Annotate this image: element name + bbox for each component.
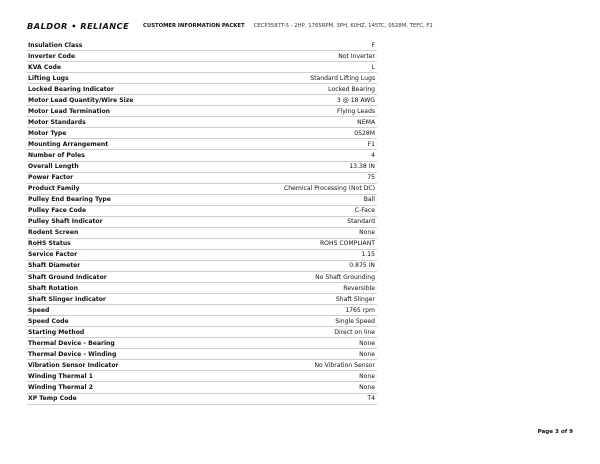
- spec-label: Inverter Code: [28, 52, 76, 60]
- spec-value: No Shaft Grounding: [315, 273, 375, 281]
- spec-value: 13.38 IN: [349, 163, 375, 171]
- spec-value: 3 @ 18 AWG: [336, 96, 375, 104]
- spec-row: [27, 51, 377, 62]
- page-number: Page 3 of 9: [537, 429, 573, 435]
- spec-row: [27, 117, 377, 128]
- spec-row: [27, 272, 377, 283]
- spec-label: Number of Poles: [28, 151, 85, 159]
- brand-logo: BALDOR • RELIANCE: [27, 21, 130, 31]
- spec-value: 1765 rpm: [345, 306, 375, 314]
- spec-label: Shaft Slinger Indicator: [28, 295, 106, 303]
- spec-table: [27, 40, 377, 405]
- packet-title: CUSTOMER INFORMATION PACKET: [143, 23, 245, 29]
- spec-row: [27, 360, 377, 371]
- spec-label: Winding Thermal 1: [28, 372, 93, 380]
- spec-row: [27, 40, 377, 51]
- spec-label: Overall Length: [28, 163, 79, 171]
- spec-label: Rodent Screen: [28, 229, 79, 237]
- spec-value: C-Face: [354, 207, 375, 215]
- spec-label: Product Family: [28, 185, 80, 193]
- spec-label: Pulley Shaft Indicator: [28, 218, 103, 226]
- spec-value: 4: [371, 151, 375, 159]
- spec-value: Locked Bearing: [328, 85, 375, 93]
- spec-row: [27, 106, 377, 117]
- spec-label: Starting Method: [28, 328, 85, 336]
- spec-label: Locked Bearing Indicator: [28, 85, 114, 93]
- spec-row: [27, 283, 377, 294]
- spec-row: [27, 371, 377, 382]
- spec-label: RoHS Status: [28, 240, 71, 248]
- spec-row: [27, 173, 377, 184]
- spec-label: Thermal Device - Winding: [28, 350, 117, 358]
- spec-label: Pulley Face Code: [28, 207, 87, 215]
- spec-value: None: [359, 339, 375, 347]
- spec-row: [27, 327, 377, 338]
- spec-value: Single Speed: [335, 317, 375, 325]
- spec-row: [27, 162, 377, 173]
- spec-row: [27, 84, 377, 95]
- spec-label: Motor Lead Quantity/Wire Size: [28, 96, 134, 104]
- spec-value: None: [359, 383, 375, 391]
- spec-value: NEMA: [357, 118, 375, 126]
- spec-value: Not Inverter: [338, 52, 375, 60]
- spec-row: [27, 206, 377, 217]
- spec-value: 1.15: [361, 251, 375, 259]
- spec-row: [27, 239, 377, 250]
- spec-label: Thermal Device - Bearing: [28, 339, 115, 347]
- spec-label: Speed: [28, 306, 50, 314]
- spec-row: [27, 73, 377, 84]
- spec-row: [27, 184, 377, 195]
- spec-row: [27, 349, 377, 360]
- spec-value: Reversible: [343, 284, 375, 292]
- spec-value: F1: [367, 140, 375, 148]
- spec-row: [27, 261, 377, 272]
- spec-value: F: [371, 41, 375, 49]
- spec-row: [27, 150, 377, 161]
- spec-row: [27, 139, 377, 150]
- spec-value: None: [359, 372, 375, 380]
- spec-value: 0.875 IN: [349, 262, 375, 270]
- page-header: [27, 19, 587, 33]
- spec-row: [27, 338, 377, 349]
- spec-value: Shaft Slinger: [335, 295, 375, 303]
- spec-value: None: [359, 229, 375, 237]
- spec-label: Insulation Class: [28, 41, 83, 49]
- spec-value: L: [371, 63, 375, 71]
- spec-label: Vibration Sensor Indicator: [28, 361, 119, 369]
- spec-row: [27, 382, 377, 393]
- spec-label: Mounting Arrangement: [28, 140, 109, 148]
- spec-value: Ball: [363, 196, 375, 204]
- spec-row: [27, 250, 377, 261]
- spec-row: [27, 316, 377, 327]
- spec-row: [27, 394, 377, 405]
- spec-value: None: [359, 350, 375, 358]
- spec-row: [27, 62, 377, 73]
- spec-label: Shaft Diameter: [28, 262, 81, 270]
- spec-value: Standard Lifting Lugs: [310, 74, 375, 82]
- spec-value: Standard: [347, 218, 375, 226]
- spec-label: KVA Code: [28, 63, 62, 71]
- spec-value: Flying Leads: [337, 107, 375, 115]
- spec-value: 0528M: [354, 129, 375, 137]
- spec-row: [27, 228, 377, 239]
- spec-label: XP Temp Code: [28, 395, 77, 403]
- spec-value: T4: [367, 395, 375, 403]
- spec-label: Motor Standards: [28, 118, 86, 126]
- spec-row: [27, 195, 377, 206]
- model-description: CECP3587T-5 - 2HP, 1765RPM, 3PH, 60HZ, 145TC, 0528M, TEFC, F1: [253, 23, 433, 29]
- spec-value: Chemical Processing (Not DC): [283, 185, 375, 193]
- spec-label: Shaft Ground Indicator: [28, 273, 107, 281]
- spec-row: [27, 294, 377, 305]
- spec-value: 75: [367, 174, 375, 182]
- spec-label: Pulley End Bearing Type: [28, 196, 111, 204]
- spec-label: Service Factor: [28, 251, 78, 259]
- spec-value: Direct on line: [334, 328, 375, 336]
- spec-value: No Vibration Sensor: [314, 361, 375, 369]
- spec-label: Motor Type: [28, 129, 67, 137]
- spec-label: Shaft Rotation: [28, 284, 78, 292]
- spec-label: Motor Lead Termination: [28, 107, 110, 115]
- spec-row: [27, 305, 377, 316]
- spec-value: ROHS COMPLIANT: [319, 240, 375, 248]
- spec-row: [27, 95, 377, 106]
- spec-label: Winding Thermal 2: [28, 383, 93, 391]
- spec-label: Power Factor: [28, 174, 74, 182]
- spec-label: Lifting Lugs: [28, 74, 69, 82]
- spec-row: [27, 128, 377, 139]
- spec-label: Speed Code: [28, 317, 69, 325]
- spec-row: [27, 217, 377, 228]
